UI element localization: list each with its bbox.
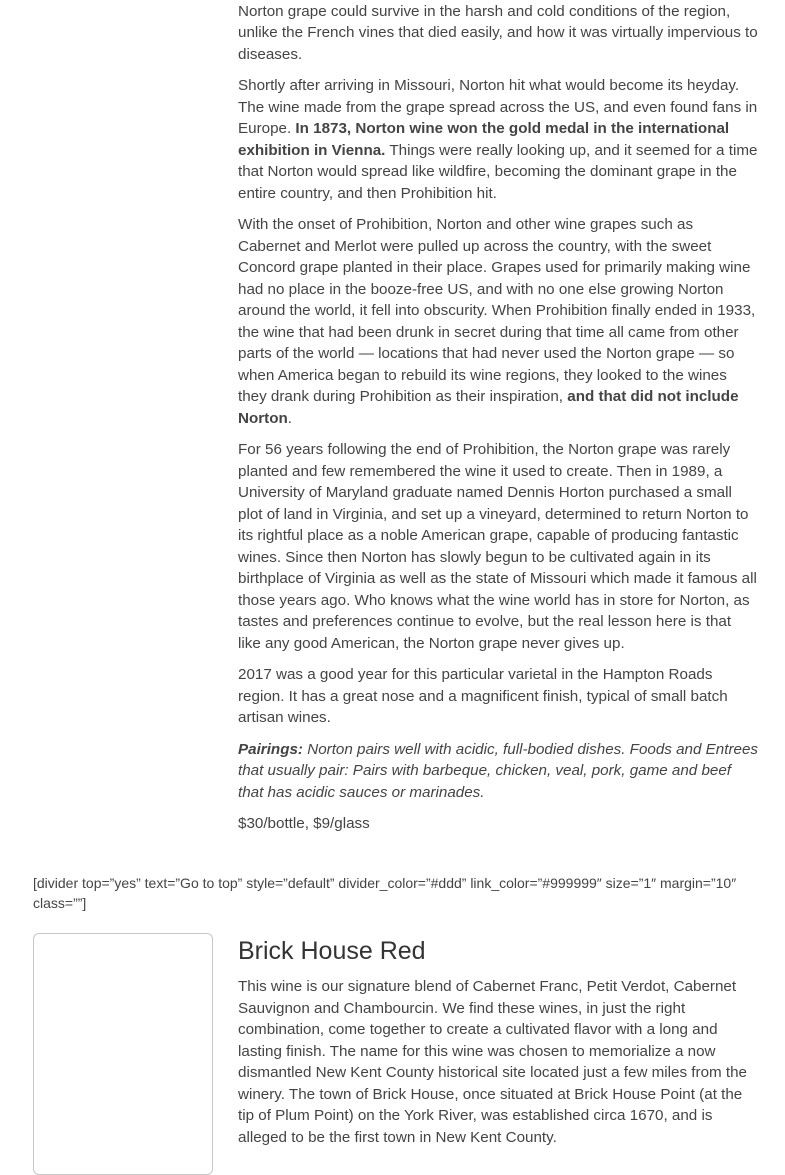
divider-shortcode-text: [divider top=”yes” text=”Go to top” style=”default” divider_color=”#ddd” link_color=”#999999″ size=”1″ margin=”10″ class=””]: [33, 875, 737, 911]
paragraph-vintage: 2017 was a good year for this particular varietal in the Hampton Roads region. It has a great nose and a magnificent finish, typical of small batch artisan wines.: [238, 666, 728, 726]
wine-brick-house-red: [238, 936, 758, 1148]
pairings-label: Pairings:: [238, 740, 303, 758]
pairings-text: Norton pairs well with acidic, full-bodied dishes. Foods and Entrees that usually pair: Pairs with barbeque, chicken, veal, pork, game and beef that has acidic sauces or marinades.: [238, 740, 759, 801]
price: $30/bottle, $9/glass: [238, 815, 370, 832]
prohibition-highlight: and that did not include Norton: [238, 388, 739, 427]
prohibition-period: .: [287, 409, 293, 427]
wine-title: Brick House Red: [238, 937, 426, 965]
heyday-text-continued: Things were really looking up, and it seemed for a time that Norton would spread like wildfire, becoming the dominant grape in the entire country, and then Prohibition hit.: [238, 141, 758, 202]
vienna-medal-highlight: In 1873, Norton wine won the gold medal in the international exhibition in Vienna.: [238, 120, 730, 159]
prohibition-text: With the onset of Prohibition, Norton and other wine grapes such as Cabernet and Merlot were pulled up across the country, with the sweet Concord grape planted in their place. Grapes used for primarily making wine had no place in the booze-free US, and with no one else growing Norton around the world, it fell into obscurity. When Prohibition finally ended in 1933, the wine that had been drunk in secret during that time all came from other parts of the world — locations that had never used the Norton grape — so when America began to rebuild its wine regions, they looked to the wines they drank during Prohibition as their inspiration,: [238, 216, 756, 405]
paragraph-settlers: Norton grape could survive in the harsh and cold conditions of the region, unlike the French vines that died easily, and how it was virtually impervious to diseases.: [238, 2, 758, 63]
wine-description: This wine is our signature blend of Cabernet Franc, Petit Verdot, Cabernet Sauvignon and Chambourcin. We find these wines, in just the right combination, come together to create a cultivated flavor with a long and lasting finish. The name for this wine was chosen to memorialize a now dismantled New Kent County historical site located just a few miles from the winery. The town of Brick House, once situated at Brick House Point (at the tip of Plum Point) on the York River, was established circa 1670, and is alleged to be the first town in New Kent County.: [238, 978, 748, 1146]
wine-image-placeholder: [33, 933, 213, 1175]
paragraph-pairings: [238, 739, 758, 804]
paragraph-revival: For 56 years following the end of Prohibition, the Norton grape was rarely planted and few remembered the wine it used to create. Then in 1989, a University of Maryland graduate named Dennis Horton purchased a small plot of land in Virginia, and set up a vineyard, determined to return Norton to its rightful place as a noble American grape, capable of producing fantastic wines. Since then Norton has slowly begun to be cultivated again in its birthplace of Virginia as well as the state of Missouri which made it famous all those years ago. Who knows what the wine world has in store for Norton, as tastes and preferences continue to evolve, but the real lesson here is that like any good American, the Norton grape never gives up.: [238, 441, 757, 652]
paragraph-heyday: [238, 75, 758, 204]
paragraph-prohibition: [238, 214, 758, 429]
article-body: [238, 0, 758, 845]
heyday-text: Shortly after arriving in Missouri, Norton hit what would become its heyday. The wine made from the grape spread across the US, and even found fans in Europe.: [238, 77, 758, 137]
